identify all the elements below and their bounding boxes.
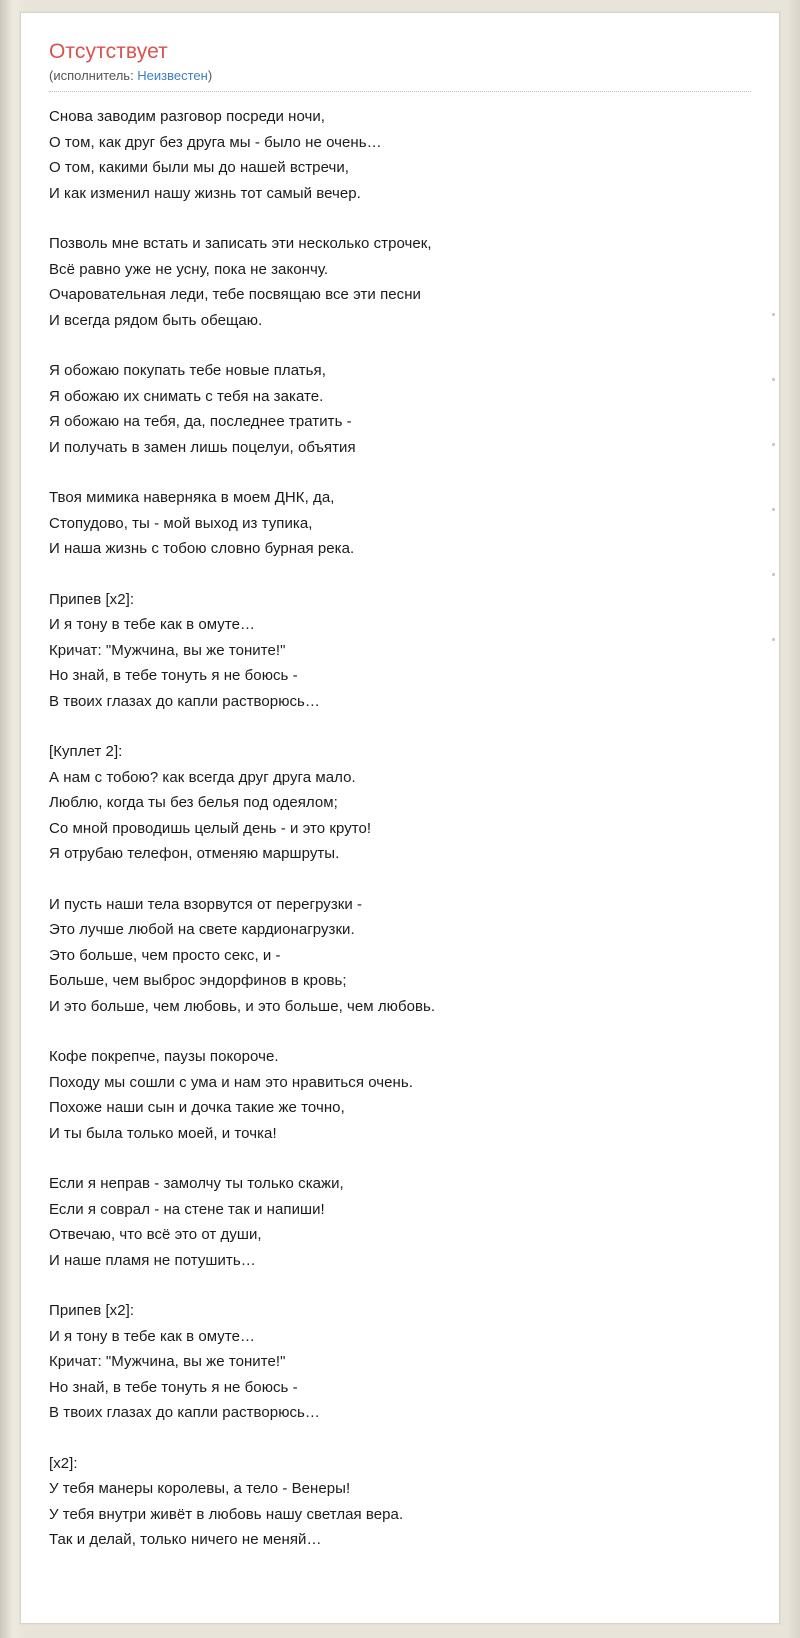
lyrics-line: Очаровательная леди, тебе посвящаю все эти песни: [49, 286, 421, 303]
lyrics-line: Так и делай, только ничего не меняй…: [49, 1531, 322, 1548]
lyrics-stanza: [49, 358, 751, 460]
lyrics-line: Я обожаю на тебя, да, последнее тратить -: [49, 413, 352, 430]
lyrics-line: Если я соврал - на стене так и напиши!: [49, 1200, 325, 1218]
lyrics-stanza: [49, 231, 751, 333]
lyrics-line: [x2]:: [49, 1454, 78, 1472]
lyrics-stanza: [49, 1044, 751, 1146]
lyrics-line: О том, как друг без друга мы - было не очень…: [49, 133, 382, 151]
lyrics-body: [49, 104, 751, 1553]
page-edge-marks: [772, 313, 776, 693]
lyrics-line: И я тону в тебе как в омуте…: [49, 1327, 256, 1345]
lyrics-line: И всегда рядом быть обещаю.: [49, 311, 263, 329]
lyrics-line: У тебя внутри живёт в любовь нашу светлая вера.: [49, 1505, 404, 1523]
lyrics-line: Это лучше любой на свете кардионагрузки.: [49, 921, 355, 938]
lyrics-line: Со мной проводишь целый день - и это круто!: [49, 819, 372, 837]
lyrics-line: Это больше, чем просто секс, и -: [49, 946, 281, 964]
lyrics-line: Кричат: "Мужчина, вы же тоните!": [49, 641, 286, 659]
lyrics-stanza: [49, 587, 751, 715]
lyrics-line: Твоя мимика наверняка в моем ДНК, да,: [49, 489, 335, 506]
lyrics-line: Припев [x2]:: [49, 590, 135, 608]
lyrics-line: О том, какими были мы до нашей встречи,: [49, 159, 349, 176]
lyrics-line: И пусть наши тела взорвутся от перегрузки -: [49, 895, 363, 913]
lyrics-stanza: [49, 485, 751, 562]
lyrics-line: У тебя манеры королевы, а тело - Венеры!: [49, 1480, 351, 1497]
lyrics-line: Я обожаю покупать тебе новые платья,: [49, 362, 326, 379]
lyrics-stanza: [49, 739, 751, 867]
artist-prefix-label: (исполнитель:: [49, 68, 138, 83]
lyrics-line: Но знай, в тебе тонуть я не боюсь -: [49, 667, 298, 684]
lyrics-line: И это больше, чем любовь, и это больше, чем любовь.: [49, 997, 436, 1015]
left-edge-shading: [0, 0, 14, 1638]
lyrics-line: И наше пламя не потушить…: [49, 1251, 256, 1269]
artist-line: [49, 67, 751, 85]
artist-suffix-label: ): [207, 68, 213, 83]
lyrics-stanza: [49, 104, 751, 206]
lyrics-line: Больше, чем выброс эндорфинов в кровь;: [49, 972, 347, 989]
lyrics-line: Я отрубаю телефон, отменяю маршруты.: [49, 845, 340, 862]
lyrics-line: И получать в замен лишь поцелуи, объятия: [49, 438, 356, 456]
lyrics-line: Всё равно уже не усну, пока не закончу.: [49, 260, 329, 278]
lyrics-stanza: [49, 1298, 751, 1426]
lyrics-line: Люблю, когда ты без белья под одеялом;: [49, 794, 338, 811]
lyrics-line: В твоих глазах до капли растворюсь…: [49, 1404, 320, 1421]
lyrics-stanza: [49, 1171, 751, 1273]
lyrics-line: Кофе покрепче, паузы покороче.: [49, 1048, 279, 1065]
lyrics-line: Позволь мне встать и записать эти несколько строчек,: [49, 235, 432, 252]
lyrics-line: Припев [x2]:: [49, 1302, 135, 1319]
lyrics-line: Отвечаю, что всё это от души,: [49, 1226, 262, 1243]
header-divider: [49, 91, 751, 92]
lyrics-line: Но знай, в тебе тонуть я не боюсь -: [49, 1378, 298, 1396]
page-title: Отсутствует: [49, 40, 168, 63]
lyrics-line: Похоже наши сын и дочка такие же точно,: [49, 1099, 345, 1116]
lyrics-line: А нам с тобою? как всегда друг друга мало.: [49, 768, 356, 786]
lyrics-line: И как изменил нашу жизнь тот самый вечер.: [49, 184, 361, 202]
lyrics-line: Я обожаю их снимать с тебя на закате.: [49, 387, 324, 405]
lyrics-line: [Куплет 2]:: [49, 743, 123, 760]
lyrics-sheet: [20, 12, 780, 1624]
lyrics-line: Кричат: "Мужчина, вы же тоните!": [49, 1353, 286, 1370]
lyrics-line: Стопудово, ты - мой выход из тупика,: [49, 514, 313, 532]
lyrics-stanza: [49, 1451, 751, 1553]
lyrics-line: И ты была только моей, и точка!: [49, 1124, 277, 1142]
lyrics-line: И наша жизнь с тобою словно бурная река.: [49, 540, 355, 557]
lyrics-line: Если я неправ - замолчу ты только скажи,: [49, 1175, 344, 1192]
lyrics-line: Походу мы сошли с ума и нам это нравиться очень.: [49, 1073, 413, 1091]
lyrics-line: В твоих глазах до капли растворюсь…: [49, 692, 320, 710]
artist-link[interactable]: Неизвестен: [137, 68, 208, 83]
lyrics-line: Снова заводим разговор посреди ночи,: [49, 108, 326, 125]
lyrics-line: И я тону в тебе как в омуте…: [49, 616, 256, 633]
lyrics-stanza: [49, 892, 751, 1020]
right-edge-shading: [786, 0, 800, 1638]
